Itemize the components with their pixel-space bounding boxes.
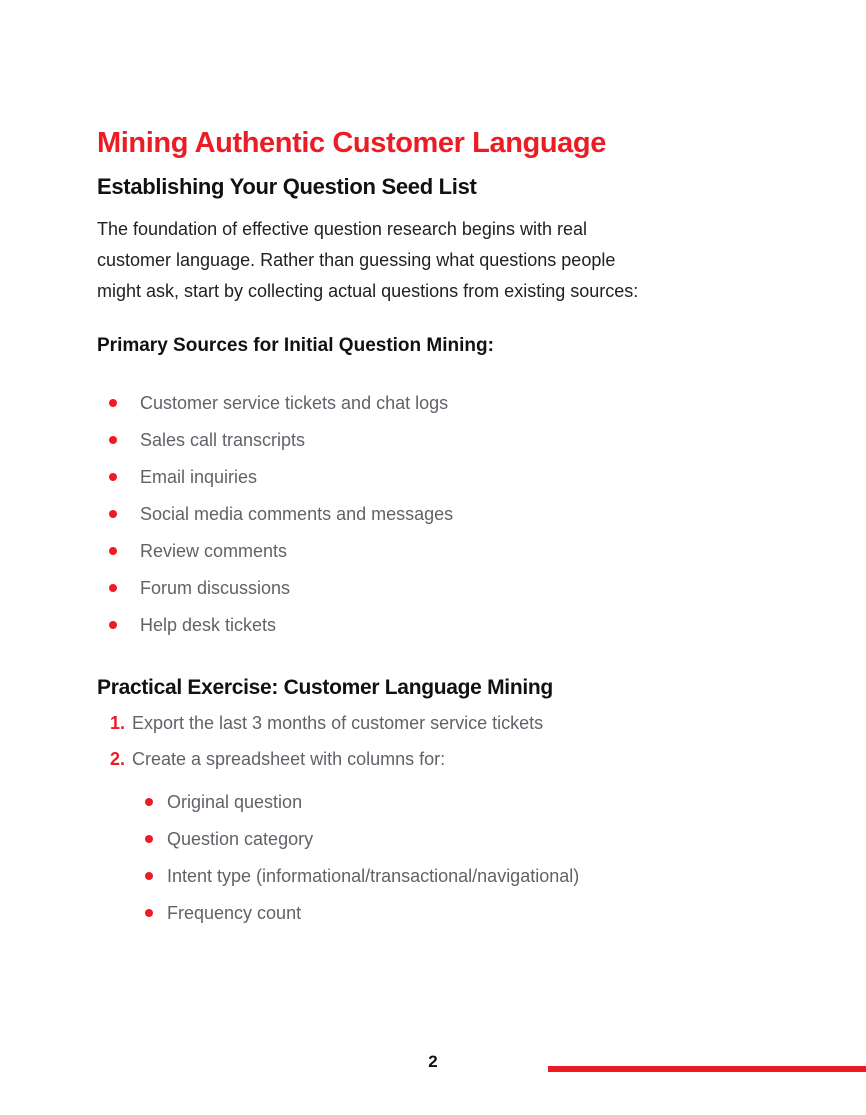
list-item-text: Email inquiries bbox=[140, 467, 258, 487]
sub-list-item-text: Frequency count bbox=[167, 903, 302, 923]
bullet-icon bbox=[109, 473, 117, 481]
list-item bbox=[97, 501, 797, 527]
list-item-text: Review comments bbox=[140, 541, 288, 561]
bullet-icon bbox=[145, 835, 153, 843]
sub-list-item bbox=[97, 826, 797, 852]
primary-sources-heading: Primary Sources for Initial Question Mining: bbox=[97, 335, 494, 356]
footer-accent-line bbox=[548, 1066, 866, 1072]
bullet-icon bbox=[109, 584, 117, 592]
exercise-heading: Practical Exercise: Customer Language Mining bbox=[97, 676, 553, 699]
numbered-list-item bbox=[97, 710, 797, 736]
sub-list-item bbox=[97, 789, 797, 815]
list-item-text: Customer service tickets and chat logs bbox=[140, 393, 449, 413]
list-item bbox=[97, 612, 797, 638]
section-subtitle: Establishing Your Question Seed List bbox=[97, 174, 477, 199]
sub-list-item-text: Question category bbox=[167, 829, 314, 849]
bullet-icon bbox=[109, 510, 117, 518]
page-title: Mining Authentic Customer Language bbox=[97, 127, 606, 159]
list-item-text: Forum discussions bbox=[140, 578, 291, 598]
list-item bbox=[97, 464, 797, 490]
list-item bbox=[97, 390, 797, 416]
sub-list-item bbox=[97, 863, 797, 889]
list-item bbox=[97, 427, 797, 453]
list-item-text: Help desk tickets bbox=[140, 615, 277, 635]
bullet-icon bbox=[109, 547, 117, 555]
spreadsheet-columns-list bbox=[97, 789, 797, 926]
bullet-icon bbox=[145, 798, 153, 806]
list-item-text: Social media comments and messages bbox=[140, 504, 454, 524]
exercise-steps-list bbox=[97, 710, 797, 772]
sub-list-item bbox=[97, 900, 797, 926]
bullet-icon bbox=[145, 909, 153, 917]
step-number: 1. bbox=[110, 713, 126, 733]
step-text: Create a spreadsheet with columns for: bbox=[132, 749, 446, 769]
page-number: 2 bbox=[428, 1052, 438, 1071]
intro-paragraph: The foundation of effective question research begins with real customer language. Rather than guessing what questions people might ask, start by collecting actual questions from existing sources: bbox=[97, 219, 639, 301]
bullet-icon bbox=[109, 621, 117, 629]
bullet-icon bbox=[145, 872, 153, 880]
sub-list-item-text: Original question bbox=[167, 792, 303, 812]
sub-list-item-text: Intent type (informational/transactional/navigational) bbox=[167, 866, 580, 886]
numbered-list-item bbox=[97, 746, 797, 772]
primary-sources-list bbox=[97, 390, 797, 638]
list-item bbox=[97, 575, 797, 601]
bullet-icon bbox=[109, 436, 117, 444]
bullet-icon bbox=[109, 399, 117, 407]
step-text: Export the last 3 months of customer service tickets bbox=[132, 713, 544, 733]
step-number: 2. bbox=[110, 749, 126, 769]
document-content bbox=[97, 0, 797, 937]
list-item-text: Sales call transcripts bbox=[140, 430, 306, 450]
list-item bbox=[97, 538, 797, 564]
